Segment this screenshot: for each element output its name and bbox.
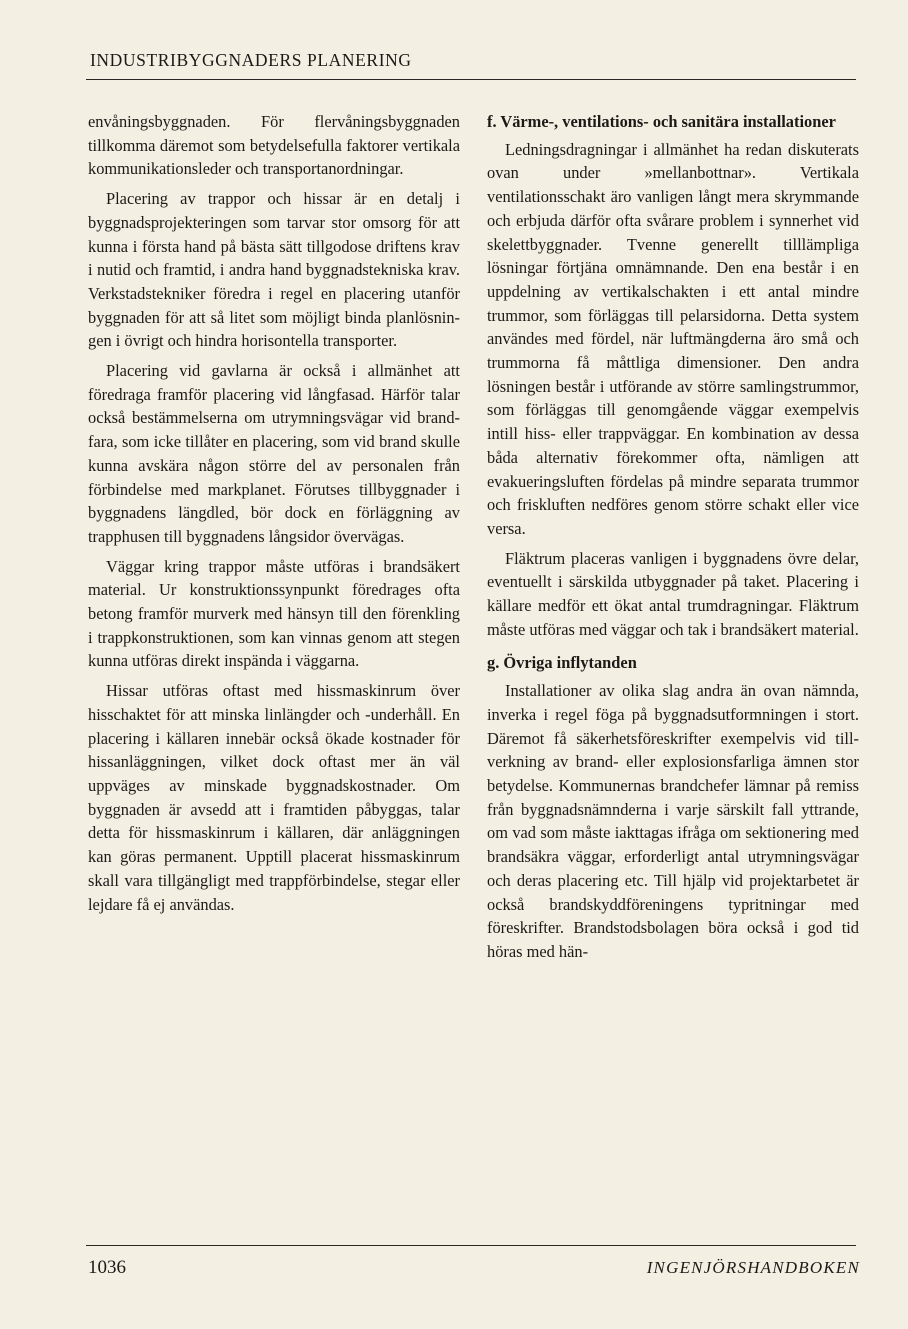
paragraph: Installationer av olika slag andra än ovan nämnda, inverka i regel föga på byggnadsutformningen i stort. Däremot få säkerhetsföreskrifter exempelvis vid tillverkning av brand- eller explosionsfarliga ämnen stor betydelse. Kommunernas brandchefer lämnar på remiss från byggnadsnämnderna i varje särskilt fall yttrande, om vad som måste iakttagas ifråga om sektionering med brandsäkra väggar, erforderligt antal utrymningsvägar och deras placering etc. Till hjälp vid projektarbetet är också brandskyddföreningens typritningar med föreskrifter. Brandstodsbolagen böra också i god tid höras med hän- [487,681,859,961]
paragraph: Fläktrum placeras vanligen i byggnadens övre delar, eventuellt i särskilda utbyggnader på taket. Placering i källare medför ett ökat antal trumdragningar. Fläktrum måste utföras med väggar och tak i brandsäkert material. [487,548,859,639]
paragraph: Ledningsdragningar i allmänhet ha redan diskuterats ovan under »mellanbottnar». Vertikala ventilationsschakt äro vanligen långt mera skrymmande och erbjuda därför ofta svårare problem i synnerhet vid skelettbyggnader. Tvenne generellt tilllämpliga lösningar förtjäna omnämnande. Den ena består i en uppdelning av vertikalschakten i ett antal mindre trummor, som förläggas till pelarsidorna. Detta system användes med fördel, när luftmängderna äro små och trummorna få måttliga dimensioner. Den andra lösningen består i utförande av större samlingstrummor, som förläggas till genomgående väggar exempelvis intill hiss- eller trappväggar. En kombination av dessa båda alternativ förekommer ofta, nämligen att evakueringsluften fördelas på mindre separata trummor och friskluften nedföres genom större schakt eller vice versa. [487,139,859,538]
right-column [487,110,859,964]
book-title: INGENJÖRSHANDBOKEN [646,1258,860,1277]
paragraph: Placering vid gavlarna är också i allmänhet att föredraga framför placering vid långfasad. Härför talar också bestämmelserna om utrymningsvägar vid brandfara, som icke tillåter en placering, som vid brand skulle kunna avskära någon större del av personalen från förbindelse med markplanet. Förutses tillbyggnader i byggnadens längdled, bör dock en förläggning av trapphusen till byggnadens långsidor övervägas. [88,361,460,546]
left-column [88,110,460,916]
page-number: 1036 [88,1257,126,1278]
section-heading-g: g. Övriga inflytanden [487,653,637,673]
paragraph: Hissar utföras oftast med hissmaskinrum över hisschaktet för att minska linlängder och -underhåll. En placering i källaren innebär också ökade kostnader för hissanläggningen, vilket dock oftast mer än väl uppväges av minskade byggnadskostnader. Om byggnaden är avsedd att i framtiden påbyggas, talar detta för hissmaskinrum i källaren, där anläggningen kan göras permanent. Upptill placerat hissmaskinrum skall vara tillgängligt med trappförbindelse, stegar eller lejdare få ej användas. [88,681,460,914]
footer-rule [86,1245,856,1246]
header-rule [86,79,856,80]
paragraph: envåningsbyggnaden. För flervåningsbyggnaden tillkomma däremot som betydelsefulla faktorer vertikala kommunikationsleder och transportanordningar. [88,112,460,179]
running-title: INDUSTRIBYGGNADERS PLANERING [90,50,412,70]
paragraph: Väggar kring trappor måste utföras i brandsäkert material. Ur konstruktionssynpunkt föredrages ofta betong framför murverk med hänsyn till den förenkling i trappkonstruktionen, som kan vinnas genom att stegen kunna utföras direkt inspända i väggarna. [88,556,460,671]
section-heading-f: f. Värme-, ventilations- och sanitära installationer [487,112,836,131]
paragraph: Placering av trappor och hissar är en detalj i byggnadsprojekteringen som tarvar stor omsorg för att kunna i första hand på bästa sätt tillgodose driftens krav i nutid och framtid, i andra hand byggnadstekniska krav. Verkstadstekniker föredra i regel en placering utanför byggnaden för att så litet som möjligt binda planlösningen i övrigt och hindra horisontella transporter. [88,189,460,351]
